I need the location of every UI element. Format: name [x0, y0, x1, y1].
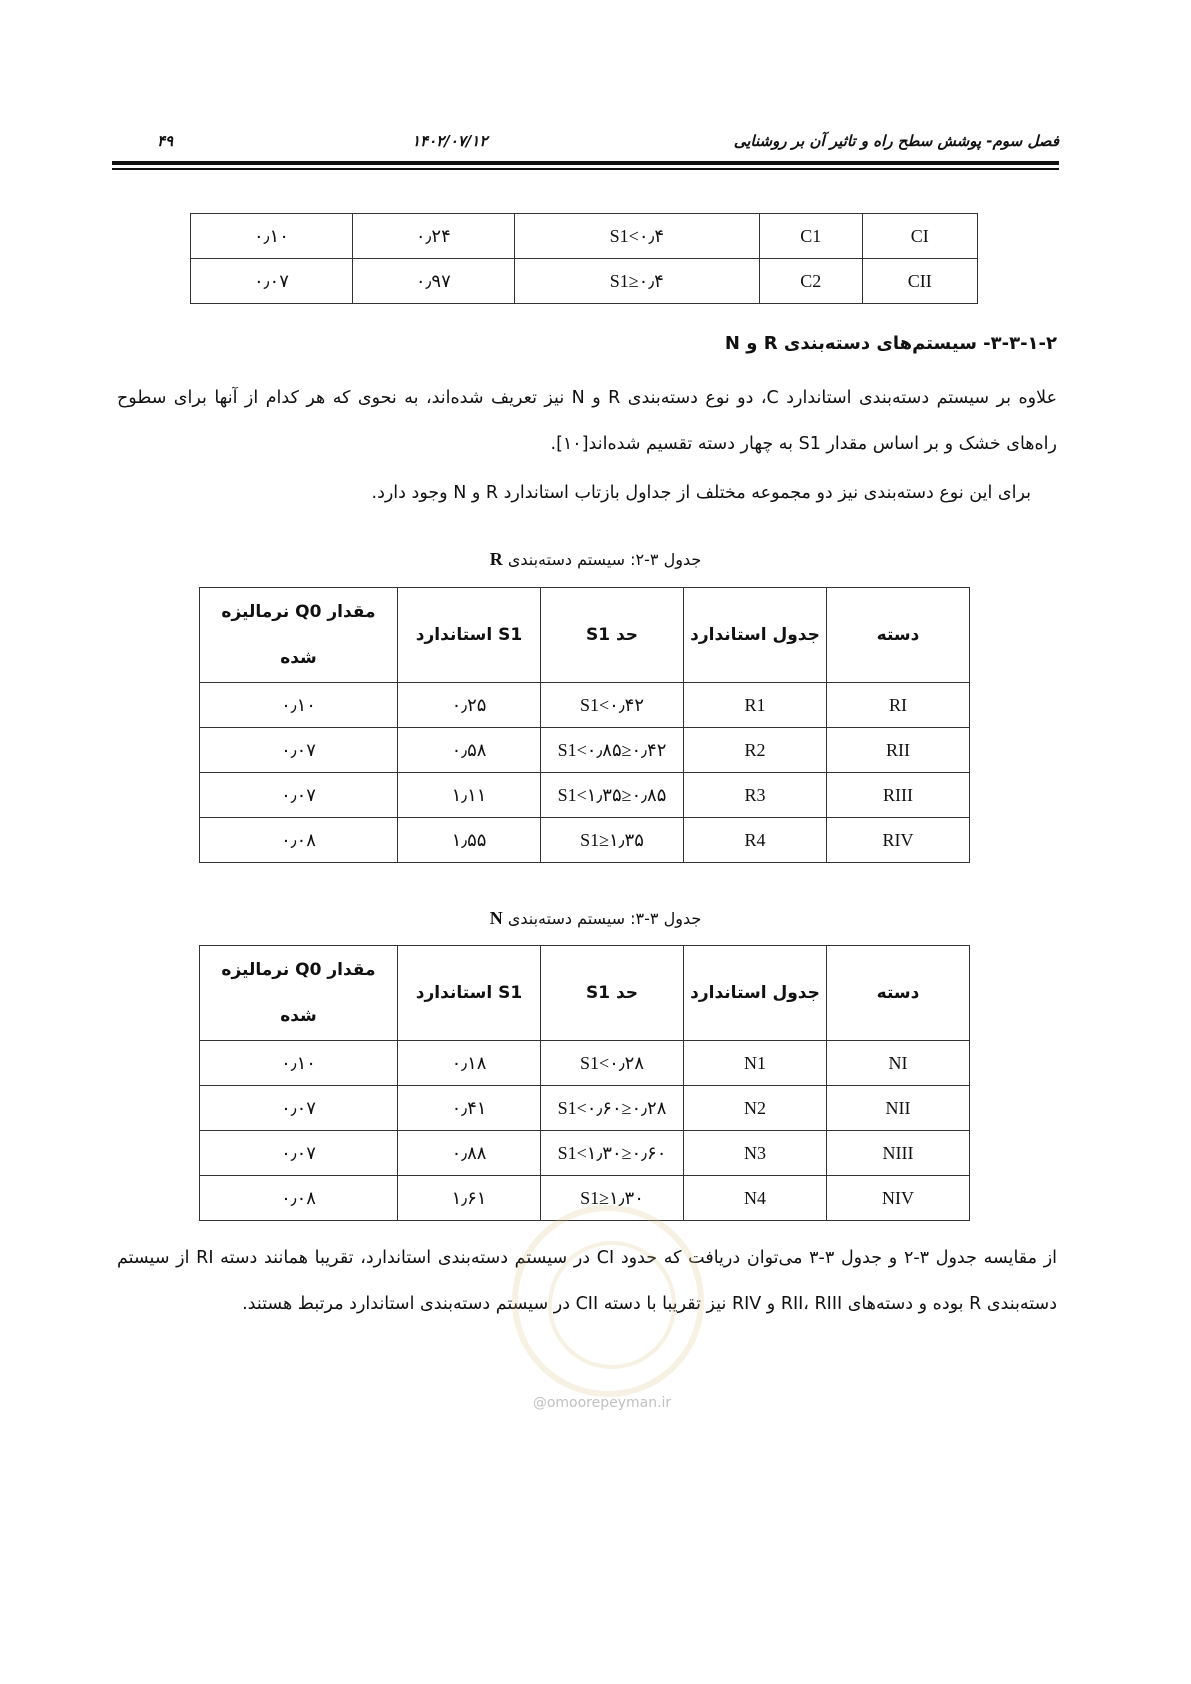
c-classification-table: [190, 213, 978, 304]
header-rule-thick: [112, 161, 1059, 165]
table-cell: ۰٫۸۵≤S1<۱٫۳۵: [541, 773, 684, 818]
table-cell: ۰٫۴۲≤S1<۰٫۸۵: [541, 728, 684, 773]
table-cell: ۰٫۰۸: [200, 818, 398, 863]
table-cell: ۰٫۲۴: [352, 214, 514, 259]
header-rule-thin: [112, 168, 1059, 170]
table-cell: ۰٫۴۱: [398, 1086, 541, 1131]
table-cell: ۰٫۲۵: [398, 683, 541, 728]
chapter-title: فصل سوم- پوشش سطح راه و تاثیر آن بر روشنایی: [733, 132, 1059, 150]
table-cell: ۰٫۱۰: [191, 214, 353, 259]
table-cell: N2: [684, 1086, 827, 1131]
table-row: [191, 214, 978, 259]
table-cell: ۱٫۶۱: [398, 1176, 541, 1221]
page-header: [112, 128, 1059, 156]
page-number: ۴۹: [157, 132, 174, 150]
table-cell: RIV: [827, 818, 970, 863]
table-cell: R1: [684, 683, 827, 728]
table-cell: N1: [684, 1041, 827, 1086]
table-cell: ۰٫۰۷: [200, 1086, 398, 1131]
table-cell: ۰٫۱۸: [398, 1041, 541, 1086]
table-row: [200, 1131, 970, 1176]
table-cell: ۰٫۰۷: [191, 259, 353, 304]
header-cell: دسته: [827, 588, 970, 683]
table-cell: RI: [827, 683, 970, 728]
header-cell: جدول استاندارد: [684, 946, 827, 1041]
table-cell: CII: [862, 259, 977, 304]
table-cell: ۱٫۵۵: [398, 818, 541, 863]
caption-text: جدول ۳-۳: سیستم دسته‌بندی: [507, 909, 702, 928]
header-cell: S1 استاندارد: [398, 588, 541, 683]
table-cell: C1: [759, 214, 862, 259]
table-row: [200, 683, 970, 728]
table-cell: NIII: [827, 1131, 970, 1176]
table-cell: NII: [827, 1086, 970, 1131]
table-row: [200, 1086, 970, 1131]
watermark-text: @omoorepeyman.ir: [532, 1395, 672, 1411]
table-cell: ۰٫۰۷: [200, 1131, 398, 1176]
table-cell: ۰٫۹۷: [352, 259, 514, 304]
table-cell: S1<۰٫۴۲: [541, 683, 684, 728]
watermark-seal-icon: [512, 1205, 704, 1397]
table-row: [200, 728, 970, 773]
header-cell: حد S1: [541, 946, 684, 1041]
table-row: [200, 1041, 970, 1086]
r-classification-table: [199, 587, 970, 863]
n-classification-table: [199, 945, 970, 1221]
table-cell: ۱٫۱۱: [398, 773, 541, 818]
table-header-row: [200, 588, 970, 683]
table-cell: RIII: [827, 773, 970, 818]
section-heading: ۳-۳-۱-۲- سیستم‌های دسته‌بندی R و N: [724, 333, 1057, 354]
table-caption-r: [0, 549, 1191, 570]
table-cell: ۰٫۰۷: [200, 728, 398, 773]
table-cell: CI: [862, 214, 977, 259]
table-cell: NIV: [827, 1176, 970, 1221]
table-cell: ۱٫۳۰≤S1: [541, 1176, 684, 1221]
table-cell: ۰٫۵۸: [398, 728, 541, 773]
table-cell: N4: [684, 1176, 827, 1221]
table-cell: ۰٫۱۰: [200, 1041, 398, 1086]
paragraph-comparison: از مقایسه جدول ۳-۲ و جدول ۳-۳ می‌توان دریافت که حدود CI در سیستم دسته‌بندی استاندارد، تقریبا همانند دسته RI از سیستم دسته‌بندی R بوده و دسته‌های RII، RIII و RIV نیز تقریبا با دسته CII در سیستم دسته‌بندی استاندارد مرتبط هستند.: [117, 1248, 1058, 1314]
table-cell: RII: [827, 728, 970, 773]
table-row: [191, 259, 978, 304]
table-cell: ۰٫۲۸≤S1<۰٫۶۰: [541, 1086, 684, 1131]
table-cell: S1<۰٫۲۸: [541, 1041, 684, 1086]
header-date: ۱۴۰۲/۰۷/۱۲: [412, 132, 488, 150]
table-caption-n: [0, 908, 1191, 929]
header-cell: مقدار Q0 نرمالیزه شده: [200, 946, 398, 1041]
table-cell: ۰٫۱۰: [200, 683, 398, 728]
caption-symbol: N: [489, 908, 503, 928]
table-cell: ۰٫۰۸: [200, 1176, 398, 1221]
header-cell: S1 استاندارد: [398, 946, 541, 1041]
header-cell: دسته: [827, 946, 970, 1041]
table-header-row: [200, 946, 970, 1041]
table-cell: S1≥۰٫۴: [514, 259, 759, 304]
table-cell: C2: [759, 259, 862, 304]
table-cell: R2: [684, 728, 827, 773]
table-cell: ۰٫۰۷: [200, 773, 398, 818]
table-cell: ۰٫۶۰≤S1<۱٫۳۰: [541, 1131, 684, 1176]
table-cell: S1<۰٫۴: [514, 214, 759, 259]
caption-symbol: R: [489, 549, 503, 569]
table-cell: R4: [684, 818, 827, 863]
header-cell: مقدار Q0 نرمالیزه شده: [200, 588, 398, 683]
table-cell: NI: [827, 1041, 970, 1086]
table-cell: ۰٫۸۸: [398, 1131, 541, 1176]
paragraph-intro: علاوه بر سیستم دسته‌بندی استاندارد C، دو نوع دسته‌بندی R و N نیز تعریف شده‌اند، به نحوی که هر کدام از آنها برای سطوح راه‌های خشک و بر اساس مقدار S1 به چهار دسته تقسیم شده‌اند[۱۰].: [117, 388, 1058, 454]
caption-text: جدول ۳-۲: سیستم دسته‌بندی: [507, 550, 702, 569]
table-row: [200, 773, 970, 818]
table-cell: R3: [684, 773, 827, 818]
table-row: [200, 818, 970, 863]
table-cell: N3: [684, 1131, 827, 1176]
header-cell: حد S1: [541, 588, 684, 683]
header-cell: جدول استاندارد: [684, 588, 827, 683]
paragraph-tables: برای این نوع دسته‌بندی نیز دو مجموعه مختلف از جداول بازتاب استاندارد R و N وجود دارد.: [371, 483, 1031, 503]
table-cell: ۱٫۳۵≤S1: [541, 818, 684, 863]
